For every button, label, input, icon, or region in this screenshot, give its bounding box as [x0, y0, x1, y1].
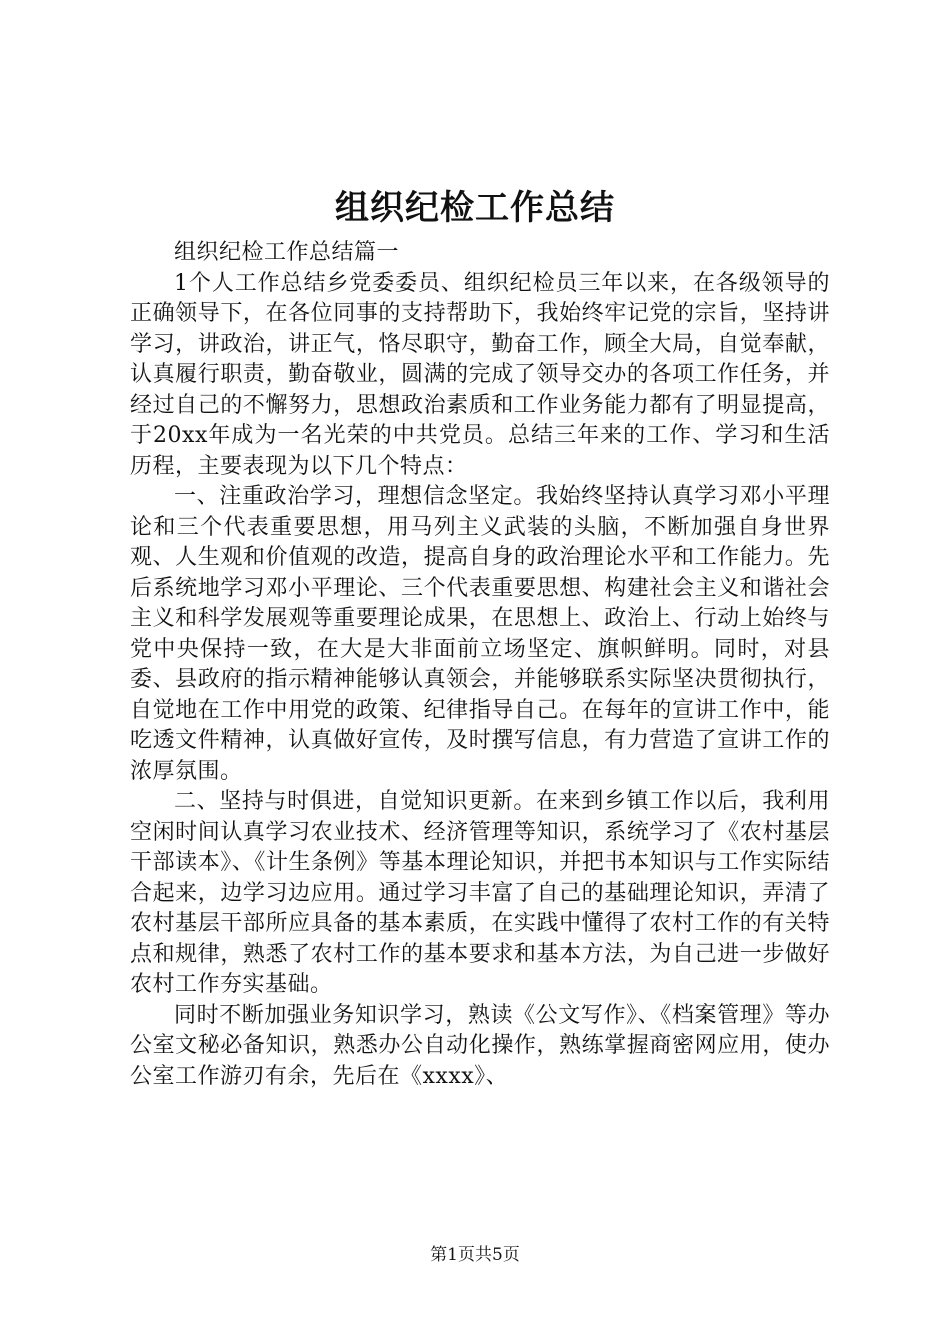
- paragraph-intro: 1个人工作总结乡党委委员、组织纪检员三年以来，在各级领导的正确领导下，在各位同事的支持帮助下，我始终牢记党的宗旨，坚持讲学习，讲政治，讲正气，恪尽职守，勤奋工作，顾全大局，自觉奉献，认真履行职责，勤奋敬业，圆满的完成了领导交办的各项工作任务，并经过自己的不懈努力，思想政治素质和工作业务能力都有了明显提高，于20xx年成为一名光荣的中共党员。总结三年来的工作、学习和生活历程，主要表现为以下几个特点：: [130, 270, 830, 479]
- paragraph-business-study: 同时不断加强业务知识学习，熟读《公文写作》、《档案管理》等办公室文秘必备知识，熟悉办公自动化操作，熟练掌握商密网应用，使办公室工作游刃有余，先后在《xxxx》、: [130, 1002, 830, 1089]
- paragraph-political-study: 一、注重政治学习，理想信念坚定。我始终坚持认真学习邓小平理论和三个代表重要思想，用马列主义武装的头脑，不断加强自身世界观、人生观和价值观的改造，提高自身的政治理论水平和工作能力。先后系统地学习邓小平理论、三个代表重要思想、构建社会主义和谐社会主义和科学发展观等重要理论成果，在思想上、政治上、行动上始终与党中央保持一致，在大是大非面前立场坚定、旗帜鲜明。同时，对县委、县政府的指示精神能够认真领会，并能够联系实际坚决贯彻执行，自觉地在工作中用党的政策、纪律指导自己。在每年的宣讲工作中，能吃透文件精神，认真做好宣传，及时撰写信息，有力营造了宣讲工作的浓厚氛围。: [130, 484, 830, 784]
- page-number: 第1页: [430, 1245, 475, 1265]
- section-heading: 组织纪检工作总结篇一: [174, 240, 400, 265]
- paragraph-knowledge-update: 二、坚持与时俱进，自觉知识更新。在来到乡镇工作以后，我利用空闲时间认真学习农业技术、经济管理等知识，系统学习了《农村基层干部读本》、《计生条例》等基本理论知识，并把书本知识与工作实际结合起来，边学习边应用。通过学习丰富了自己的基础理论知识，弄清了农村基层干部所应具备的基本素质，在实践中懂得了农村工作的有关特点和规律，熟悉了农村工作的基本要求和基本方法，为自己进一步做好农村工作夯实基础。: [130, 789, 830, 997]
- document-body: [130, 238, 830, 1092]
- page-total: 共5页: [475, 1245, 520, 1265]
- page-footer: [0, 1243, 950, 1267]
- document-title: 组织纪检工作总结: [335, 188, 615, 228]
